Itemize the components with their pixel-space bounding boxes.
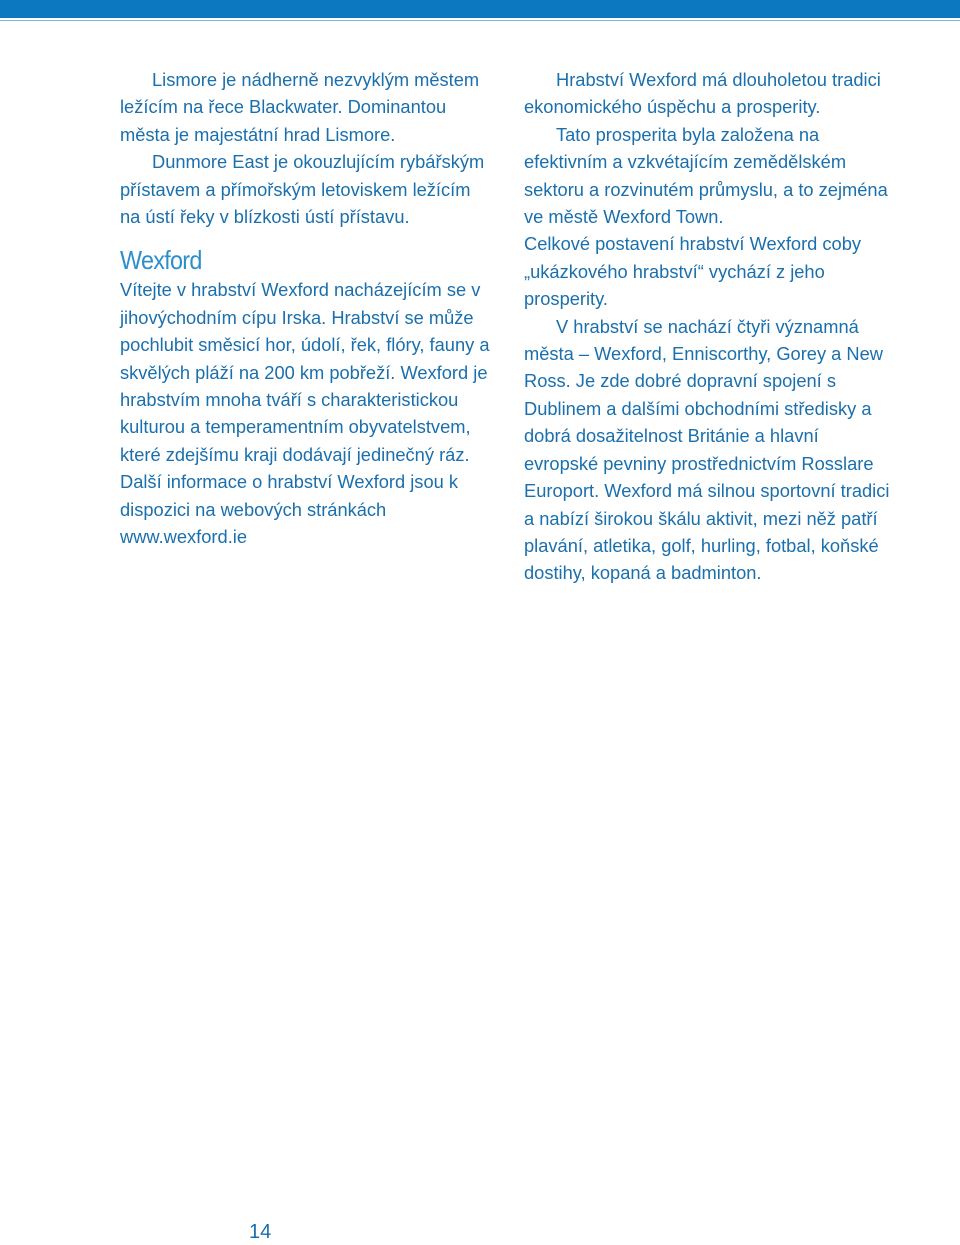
page-number: 14	[249, 1221, 272, 1243]
paragraph-model-county: Celkové postavení hrabství Wexford coby „ukázkového hrabství“ vychází z jeho prosperity.	[524, 233, 862, 310]
left-column	[120, 66, 492, 551]
section-heading-wexford: Wexford	[120, 245, 202, 276]
top-accent-bar	[0, 0, 960, 18]
paragraph-prosperity-basis: Tato prosperita byla založena na efektivním a vzkvétajícím zemědělském sektoru a rozvinutém průmyslu, a to zejména ve městě Wexford Town.	[524, 123, 888, 228]
paragraph-wexford-intro: Vítejte v hrabství Wexford nacházejícím se v jihovýchodním cípu Irska. Hrabství se může pochlubit směsicí hor, údolí, řek, flóry, fauny a skvělých pláží na 200 km pobřeží. Wexford je hrabstvím mnoha tváří s charakteristickou kulturou a temperamentním obyvatelstvem, které zdejšímu kraji dodávají jedinečný ráz. Další informace o hrabství Wexford jsou k dispozici na webových stránkách www.wexford.ie	[120, 279, 490, 548]
paragraph-economic-tradition: Hrabství Wexford má dlouholetou tradici ekonomického úspěchu a prosperity.	[524, 69, 881, 118]
right-column	[524, 66, 896, 587]
paragraph-dunmore-east: Dunmore East je okouzlujícím rybářským přístavem a přímořským letoviskem ležícím na ústí řeky v blízkosti ústí přístavu.	[120, 151, 485, 228]
paragraph-lismore: Lismore je nádherně nezvyklým městem ležícím na řece Blackwater. Dominantou města je majestátní hrad Lismore.	[120, 69, 480, 145]
top-accent-line	[0, 20, 960, 21]
paragraph-towns-and-sports: V hrabství se nachází čtyři významná města – Wexford, Enniscorthy, Gorey a New Ross. Je zde dobré dopravní spojení s Dublinem a dalšími obchodními středisky a dobrá dosažitelnost Británie a hlavní evropské pevniny prostřednictvím Rosslare Europort. Wexford má silnou sportovní tradici a nabízí širokou škálu aktivit, mezi něž patří plavání, atletika, golf, hurling, fotbal, koňské dostihy, kopaná a badminton.	[524, 315, 890, 584]
